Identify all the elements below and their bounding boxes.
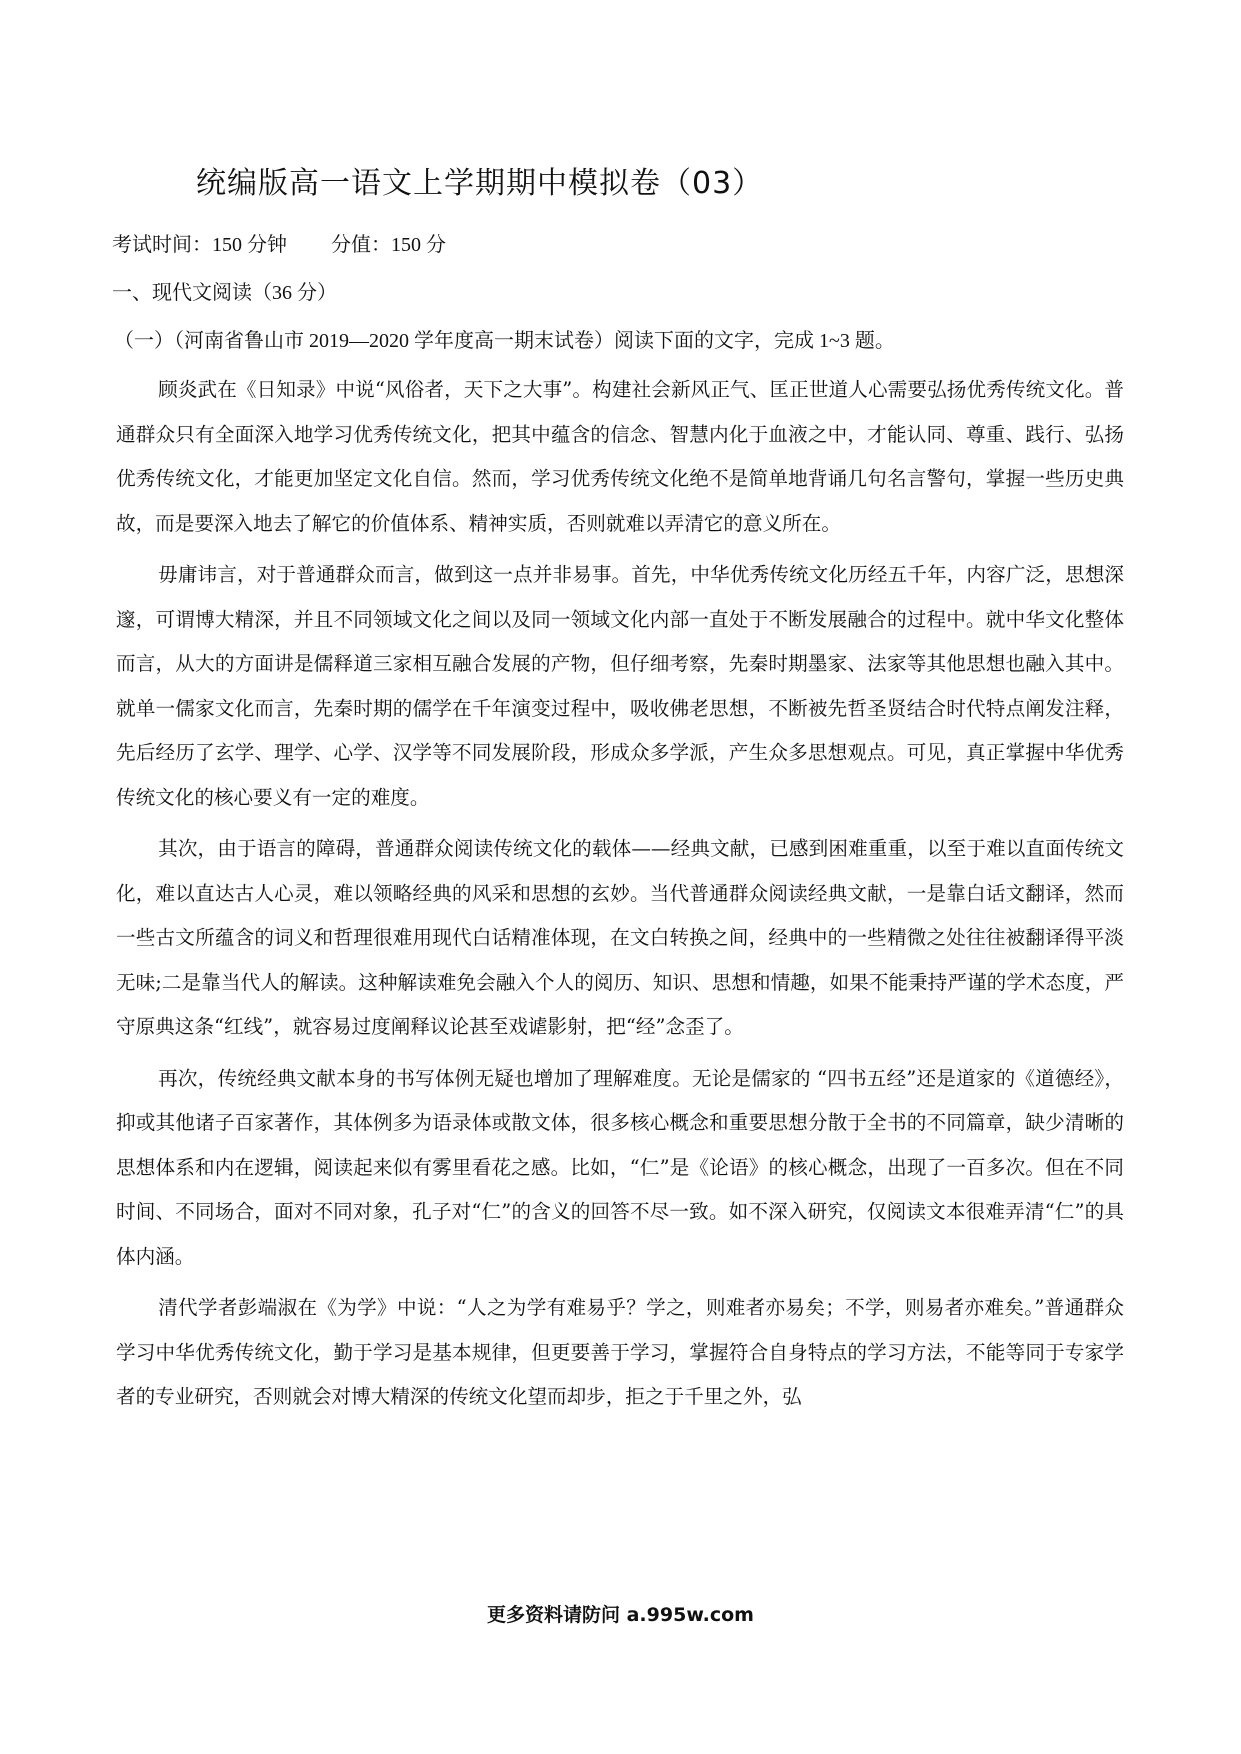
- paragraph: 其次，由于语言的障碍，普通群众阅读传统文化的载体——经典文献，已感到困难重重，以至于难以直面传统文化，难以直达古人心灵，难以领略经典的风采和思想的玄妙。当代普通群众阅读经典文献，一是靠白话文翻译，然而一些古文所蕴含的词义和哲理很难用现代白话精准体现，在文白转换之间，经典中的一些精微之处往往被翻译得平淡无味;二是靠当代人的解读。这种解读难免会融入个人的阅历、知识、思想和情趣，如果不能秉持严谨的学术态度，严守原典这条“红线”，就容易过度阐释议论甚至戏谑影射，把“经”念歪了。: [116, 837, 1124, 1038]
- passage-source: （一）（河南省鲁山市 2019—2020 学年度高一期末试卷）阅读下面的文字，完成 1~3 题。: [114, 330, 895, 352]
- footer-watermark: 更多资料请防问 a.995w.com: [487, 1604, 754, 1626]
- paragraph: 再次，传统经典文献本身的书写体例无疑也增加了理解难度。无论是儒家的 “四书五经”还是道家的《道德经》，抑或其他诸子百家著作，其体例多为语录体或散文体，很多核心概念和重要思想分散于全书的不同篇章，缺少清晰的思想体系和内在逻辑，阅读起来似有雾里看花之感。比如，“仁”是《论语》的核心概念，出现了一百多次。但在不同时间、不同场合，面对不同对象，孔子对“仁”的含义的回答不尽一致。如不深入研究，仅阅读文本很难弄清“仁”的具体内涵。: [116, 1066, 1124, 1268]
- exam-time: 考试时间：150 分钟: [112, 234, 287, 256]
- passage-body: [116, 368, 1124, 1427]
- paragraph: 清代学者彭端淑在《为学》中说：“人之为学有难易乎？学之，则难者亦易矣；不学，则易者亦难矣。”普通群众学习中华优秀传统文化，勤于学习是基本规律，但更要善于学习，掌握符合自身特点的学习方法，不能等同于专家学者的专业研究，否则就会对博大精深的传统文化望而却步，拒之于千里之外，弘: [116, 1296, 1124, 1408]
- document-title: 统编版高一语文上学期期中模拟卷（03）: [196, 166, 764, 201]
- exam-meta: [112, 228, 446, 257]
- exam-score: 分值：150 分: [331, 234, 446, 256]
- paragraph: 毋庸讳言，对于普通群众而言，做到这一点并非易事。首先，中华优秀传统文化历经五千年，内容广泛，思想深邃，可谓博大精深，并且不同领域文化之间以及同一领域文化内部一直处于不断发展融合的过程中。就中华文化整体而言，从大的方面讲是儒释道三家相互融合发展的产物，但仔细考察，先秦时期墨家、法家等其他思想也融入其中。就单一儒家文化而言，先秦时期的儒学在千年演变过程中，吸收佛老思想，不断被先哲圣贤结合时代特点阐发注释，先后经历了玄学、理学、心学、汉学等不同发展阶段，形成众多学派，产生众多思想观点。可见，真正掌握中华优秀传统文化的核心要义有一定的难度。: [116, 563, 1124, 809]
- paragraph: 顾炎武在《日知录》中说“风俗者，天下之大事”。构建社会新风正气、匡正世道人心需要弘扬优秀传统文化。普通群众只有全面深入地学习优秀传统文化，把其中蕴含的信念、智慧内化于血液之中，才能认同、尊重、践行、弘扬优秀传统文化，才能更加坚定文化自信。然而，学习优秀传统文化绝不是简单地背诵几句名言警句，掌握一些历史典故，而是要深入地去了解它的价值体系、精神实质，否则就难以弄清它的意义所在。: [116, 378, 1124, 535]
- section-heading: 一、现代文阅读（36 分）: [112, 282, 337, 304]
